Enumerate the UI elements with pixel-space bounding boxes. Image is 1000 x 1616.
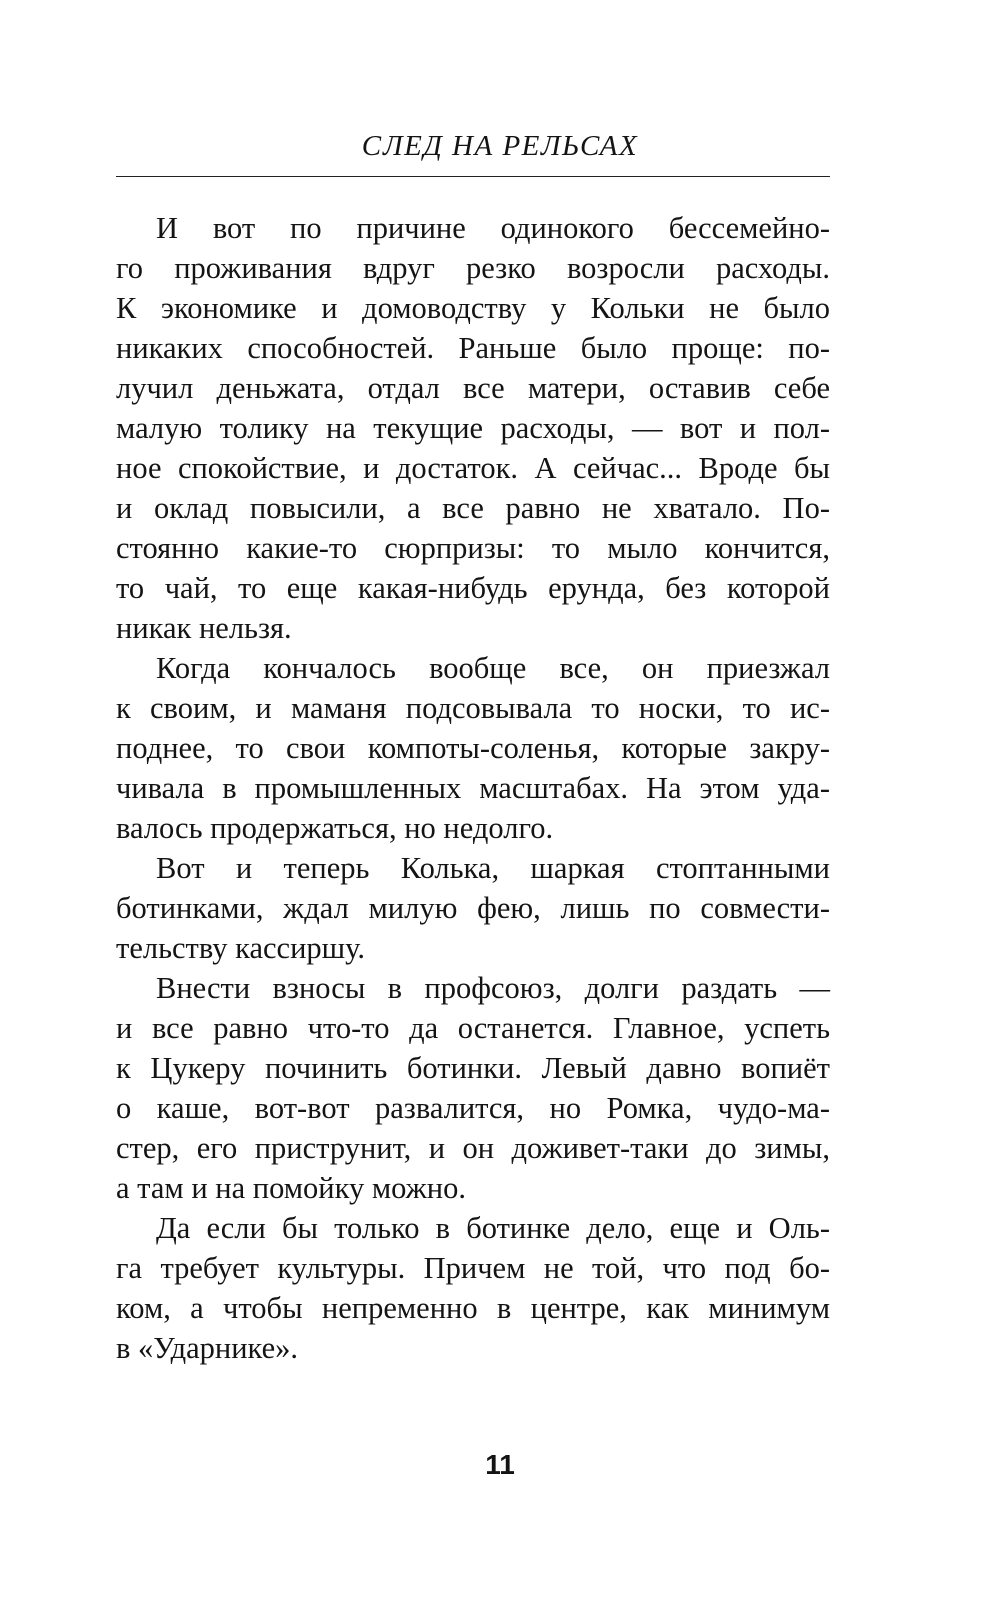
text-line: ком, а чтобы непременно в центре, как минимум xyxy=(116,1291,830,1325)
text-line: малую толику на текущие расходы, — вот и пол- xyxy=(116,411,830,445)
text-line: и все равно что-то да останется. Главное, успеть xyxy=(116,1011,830,1045)
text-line: то чай, то еще какая-нибудь ерунда, без которой xyxy=(116,571,830,605)
text-line: тельству кассиршу. xyxy=(116,931,365,965)
text-line: к Цукеру починить ботинки. Левый давно вопиёт xyxy=(116,1051,830,1085)
text-line: ное спокойствие, и достаток. А сейчас... Вроде бы xyxy=(116,451,830,485)
text-line: стоянно какие-то сюрпризы: то мыло кончится, xyxy=(116,531,830,565)
text-line: стер, его приструнит, и он доживет-таки до зимы, xyxy=(116,1131,830,1165)
text-line: и оклад повысили, а все равно не хватало. По- xyxy=(116,491,830,525)
text-line: поднее, то свои компоты-соленья, которые закру- xyxy=(116,731,830,765)
header-rule xyxy=(116,176,830,177)
text-line: чивала в промышленных масштабах. На этом уда- xyxy=(116,771,830,805)
text-line: Да если бы только в ботинке дело, еще и Оль- xyxy=(156,1211,830,1245)
text-line: Когда кончалось вообще все, он приезжал xyxy=(156,651,830,685)
text-line: К экономике и домоводству у Кольки не было xyxy=(116,291,830,325)
text-line: в «Ударнике». xyxy=(116,1331,299,1365)
text-line: Внести взносы в профсоюз, долги раздать — xyxy=(156,971,830,1005)
text-line: го проживания вдруг резко возросли расходы. xyxy=(116,251,830,285)
text-line: Вот и теперь Колька, шаркая стоптанными xyxy=(156,851,830,885)
text-line: а там и на помойку можно. xyxy=(116,1171,466,1205)
text-line: к своим, и маманя подсовывала то носки, то ис- xyxy=(116,691,830,725)
text-line: га требует культуры. Причем не той, что под бо- xyxy=(116,1251,830,1285)
text-line: лучил деньжата, отдал все матери, оставив себе xyxy=(116,371,830,405)
text-line: никак нельзя. xyxy=(116,611,292,645)
text-line: о каше, вот-вот развалится, но Ромка, чудо-ма- xyxy=(116,1091,830,1125)
text-line: ботинками, ждал милую фею, лишь по совмести- xyxy=(116,891,830,925)
page-number: 11 xyxy=(485,1449,515,1480)
text-line: валось продержаться, но недолго. xyxy=(116,811,554,845)
running-head: СЛЕД НА РЕЛЬСАХ xyxy=(361,130,639,162)
text-line: И вот по причине одинокого бессемейно- xyxy=(156,211,830,245)
text-line: никаких способностей. Раньше было проще: по- xyxy=(116,331,830,365)
